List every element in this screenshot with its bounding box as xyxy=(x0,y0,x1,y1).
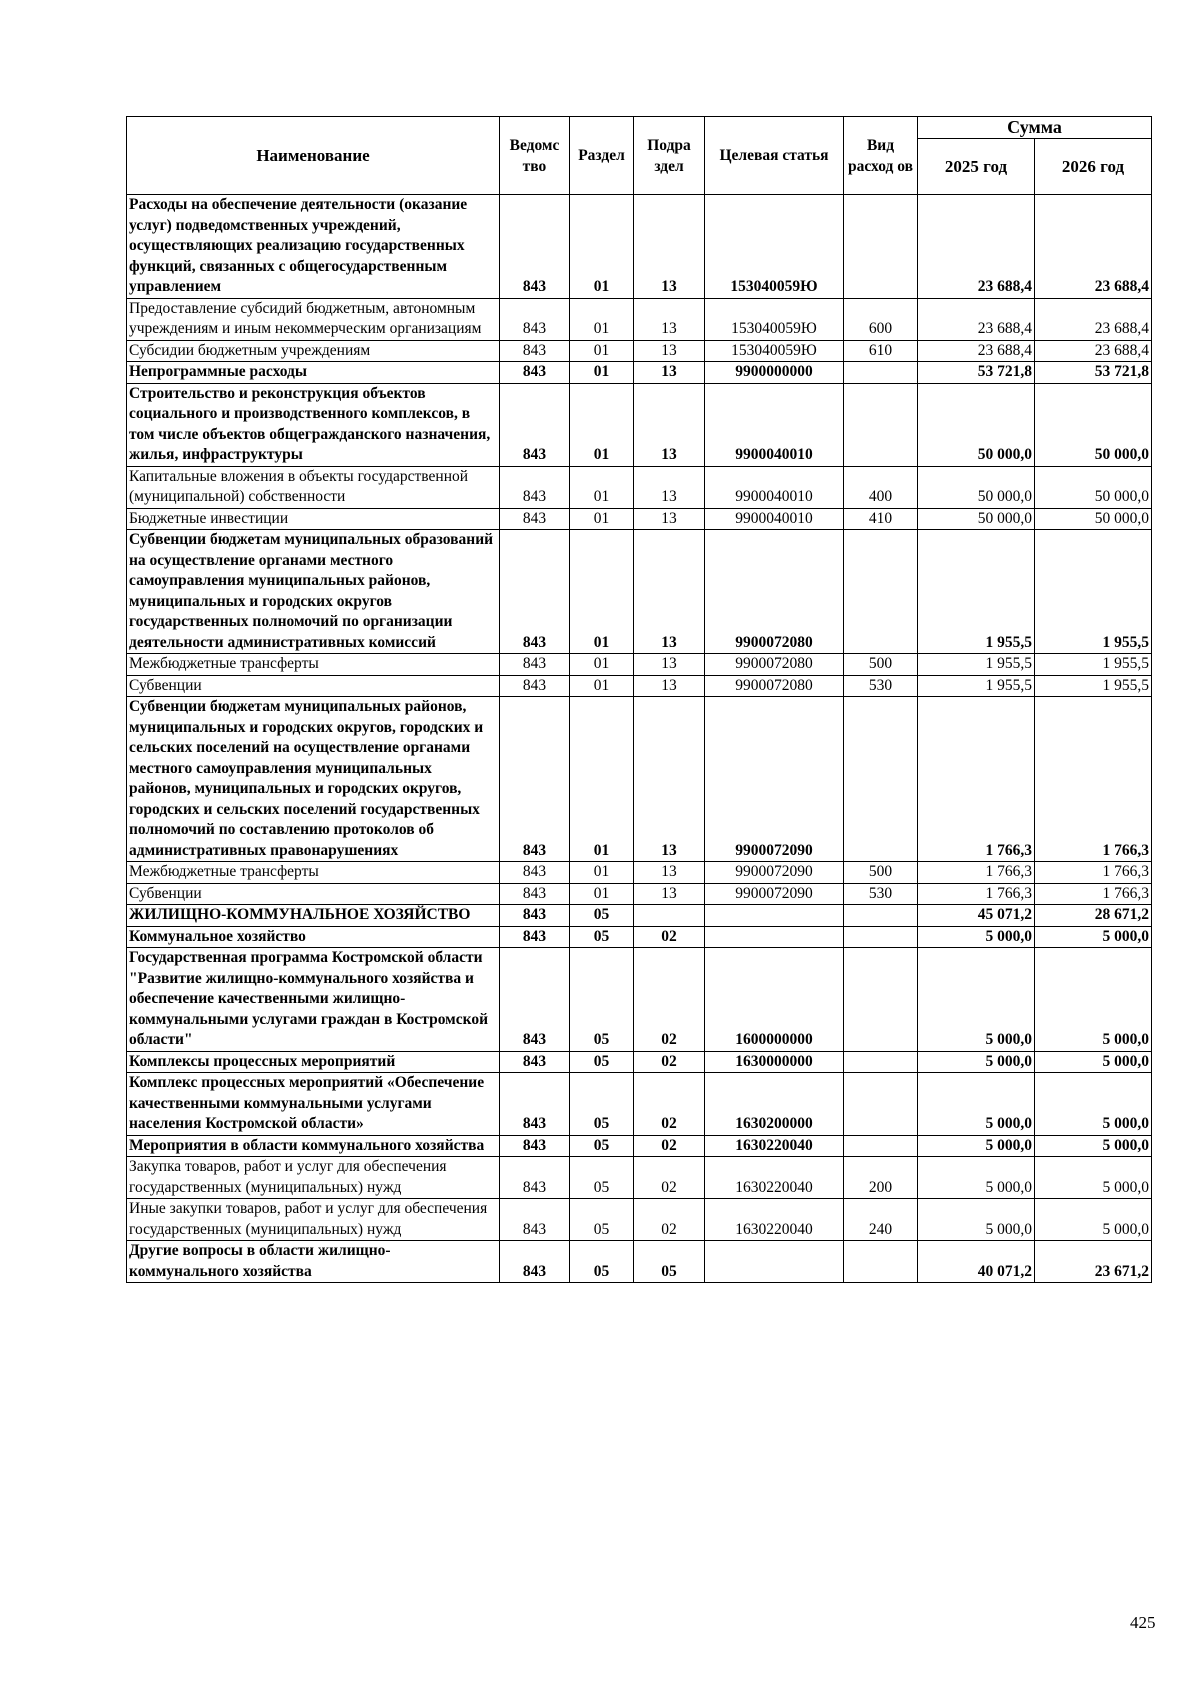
cell-summa-2025: 5 000,0 xyxy=(918,1135,1035,1157)
cell-vid-raskhodov xyxy=(844,530,918,654)
cell-vedomstvo: 843 xyxy=(500,1199,570,1241)
col-header-2026: 2026 год xyxy=(1035,139,1152,195)
page-number: 425 xyxy=(1130,1613,1156,1632)
cell-summa-2026: 1 955,5 xyxy=(1035,654,1152,676)
col-header-podrazdel: Подра здел xyxy=(634,117,705,195)
cell-summa-2025: 1 955,5 xyxy=(918,654,1035,676)
cell-vid-raskhodov: 240 xyxy=(844,1199,918,1241)
cell-vid-raskhodov xyxy=(844,362,918,384)
cell-razdel: 01 xyxy=(570,530,634,654)
table-row xyxy=(127,697,1152,862)
cell-summa-2026: 23 671,2 xyxy=(1035,1241,1152,1283)
cell-name: Субвенции xyxy=(127,883,500,905)
cell-name: Государственная программа Костромской области "Развитие жилищно-коммунального хозяйства и обеспечение качественными жилищно-коммунальными услугами граждан в Костромской области" xyxy=(127,948,500,1052)
cell-tselevaya-statya: 1630200000 xyxy=(705,1073,844,1136)
cell-name: Расходы на обеспечение деятельности (оказание услуг) подведомственных учреждений, осуществляющих реализацию государственных функций, связанных с общегосударственным управлением xyxy=(127,195,500,299)
cell-name: Капитальные вложения в объекты государственной (муниципальной) собственности xyxy=(127,466,500,508)
cell-tselevaya-statya: 1600000000 xyxy=(705,948,844,1052)
cell-vedomstvo: 843 xyxy=(500,1157,570,1199)
cell-vedomstvo: 843 xyxy=(500,530,570,654)
cell-summa-2025: 1 766,3 xyxy=(918,697,1035,862)
table-body xyxy=(127,195,1152,1283)
cell-vid-raskhodov: 500 xyxy=(844,862,918,884)
cell-vedomstvo: 843 xyxy=(500,926,570,948)
cell-vedomstvo: 843 xyxy=(500,383,570,466)
table-row xyxy=(127,1157,1152,1199)
cell-summa-2025: 50 000,0 xyxy=(918,383,1035,466)
cell-summa-2026: 5 000,0 xyxy=(1035,926,1152,948)
table-row xyxy=(127,362,1152,384)
cell-razdel: 05 xyxy=(570,948,634,1052)
cell-summa-2026: 5 000,0 xyxy=(1035,948,1152,1052)
cell-razdel: 05 xyxy=(570,1135,634,1157)
cell-podrazdel: 13 xyxy=(634,675,705,697)
cell-vedomstvo: 843 xyxy=(500,675,570,697)
cell-summa-2026: 23 688,4 xyxy=(1035,298,1152,340)
cell-summa-2026: 50 000,0 xyxy=(1035,508,1152,530)
cell-razdel: 05 xyxy=(570,1199,634,1241)
cell-vedomstvo: 843 xyxy=(500,340,570,362)
table-row xyxy=(127,1073,1152,1136)
table-row xyxy=(127,298,1152,340)
cell-vedomstvo: 843 xyxy=(500,1073,570,1136)
cell-vid-raskhodov xyxy=(844,383,918,466)
table-row xyxy=(127,675,1152,697)
cell-summa-2025: 5 000,0 xyxy=(918,1157,1035,1199)
col-header-2025: 2025 год xyxy=(918,139,1035,195)
cell-name: Субсидии бюджетным учреждениям xyxy=(127,340,500,362)
table-row xyxy=(127,340,1152,362)
cell-summa-2025: 5 000,0 xyxy=(918,926,1035,948)
cell-name: Другие вопросы в области жилищно-коммунального хозяйства xyxy=(127,1241,500,1283)
cell-name: ЖИЛИЩНО-КОММУНАЛЬНОЕ ХОЗЯЙСТВО xyxy=(127,905,500,927)
table-row xyxy=(127,1051,1152,1073)
cell-summa-2025: 23 688,4 xyxy=(918,298,1035,340)
cell-tselevaya-statya: 153040059Ю xyxy=(705,298,844,340)
cell-razdel: 01 xyxy=(570,466,634,508)
cell-razdel: 01 xyxy=(570,362,634,384)
cell-vid-raskhodov xyxy=(844,1073,918,1136)
cell-razdel: 05 xyxy=(570,905,634,927)
cell-tselevaya-statya xyxy=(705,926,844,948)
cell-podrazdel: 02 xyxy=(634,1051,705,1073)
cell-vid-raskhodov: 600 xyxy=(844,298,918,340)
cell-razdel: 01 xyxy=(570,862,634,884)
cell-summa-2025: 23 688,4 xyxy=(918,340,1035,362)
cell-summa-2025: 1 955,5 xyxy=(918,530,1035,654)
cell-podrazdel: 13 xyxy=(634,530,705,654)
cell-vedomstvo: 843 xyxy=(500,362,570,384)
cell-summa-2025: 40 071,2 xyxy=(918,1241,1035,1283)
cell-summa-2025: 53 721,8 xyxy=(918,362,1035,384)
cell-summa-2026: 28 671,2 xyxy=(1035,905,1152,927)
cell-vid-raskhodov: 200 xyxy=(844,1157,918,1199)
table-row xyxy=(127,926,1152,948)
cell-summa-2025: 50 000,0 xyxy=(918,508,1035,530)
cell-summa-2026: 23 688,4 xyxy=(1035,195,1152,299)
cell-podrazdel: 02 xyxy=(634,948,705,1052)
cell-name: Бюджетные инвестиции xyxy=(127,508,500,530)
cell-vedomstvo: 843 xyxy=(500,905,570,927)
cell-razdel: 01 xyxy=(570,195,634,299)
table-row xyxy=(127,948,1152,1052)
cell-tselevaya-statya: 9900072080 xyxy=(705,530,844,654)
cell-summa-2026: 5 000,0 xyxy=(1035,1199,1152,1241)
cell-tselevaya-statya: 9900040010 xyxy=(705,383,844,466)
cell-podrazdel: 13 xyxy=(634,883,705,905)
cell-tselevaya-statya: 1630000000 xyxy=(705,1051,844,1073)
cell-razdel: 01 xyxy=(570,883,634,905)
col-header-razdel: Раздел xyxy=(570,117,634,195)
cell-summa-2026: 1 955,5 xyxy=(1035,675,1152,697)
cell-vid-raskhodov: 610 xyxy=(844,340,918,362)
cell-tselevaya-statya: 1630220040 xyxy=(705,1157,844,1199)
cell-vid-raskhodov xyxy=(844,905,918,927)
cell-name: Субвенции бюджетам муниципальных районов, муниципальных и городских округов, городских и сельских поселений на осуществление органами местного самоуправления муниципальных районов, муниципальных и городских округов, городских и сельских поселений государственных полномочий по составлению протоколов об административных правонарушениях xyxy=(127,697,500,862)
cell-vedomstvo: 843 xyxy=(500,948,570,1052)
cell-name: Строительство и реконструкция объектов социального и производственного комплексов, в том числе объектов общегражданского назначения, жилья, инфраструктуры xyxy=(127,383,500,466)
cell-podrazdel: 02 xyxy=(634,926,705,948)
cell-summa-2025: 5 000,0 xyxy=(918,948,1035,1052)
cell-podrazdel: 02 xyxy=(634,1199,705,1241)
cell-summa-2025: 50 000,0 xyxy=(918,466,1035,508)
cell-vid-raskhodov xyxy=(844,948,918,1052)
header-row xyxy=(127,117,1152,139)
cell-razdel: 01 xyxy=(570,383,634,466)
cell-podrazdel: 13 xyxy=(634,697,705,862)
table-row xyxy=(127,530,1152,654)
cell-tselevaya-statya: 153040059Ю xyxy=(705,195,844,299)
cell-podrazdel: 13 xyxy=(634,466,705,508)
cell-vid-raskhodov xyxy=(844,1051,918,1073)
cell-summa-2026: 5 000,0 xyxy=(1035,1157,1152,1199)
table-row xyxy=(127,466,1152,508)
cell-name: Предоставление субсидий бюджетным, автономным учреждениям и иным некоммерческим организациям xyxy=(127,298,500,340)
cell-vid-raskhodov xyxy=(844,1135,918,1157)
table-row xyxy=(127,1241,1152,1283)
cell-tselevaya-statya xyxy=(705,1241,844,1283)
cell-summa-2025: 1 766,3 xyxy=(918,862,1035,884)
cell-vedomstvo: 843 xyxy=(500,862,570,884)
cell-podrazdel: 13 xyxy=(634,654,705,676)
cell-name: Субвенции бюджетам муниципальных образований на осуществление органами местного самоуправления муниципальных районов, муниципальных и городских округов государственных полномочий по организации деятельности административных комиссий xyxy=(127,530,500,654)
cell-name: Комплекс процессных мероприятий «Обеспечение качественными коммунальными услугами населения Костромской области» xyxy=(127,1073,500,1136)
cell-vedomstvo: 843 xyxy=(500,883,570,905)
col-header-name: Наименование xyxy=(127,117,500,195)
cell-tselevaya-statya: 9900000000 xyxy=(705,362,844,384)
cell-razdel: 01 xyxy=(570,675,634,697)
cell-summa-2025: 1 955,5 xyxy=(918,675,1035,697)
cell-podrazdel xyxy=(634,905,705,927)
table-row xyxy=(127,383,1152,466)
cell-razdel: 01 xyxy=(570,508,634,530)
cell-summa-2026: 50 000,0 xyxy=(1035,383,1152,466)
cell-razdel: 05 xyxy=(570,1073,634,1136)
cell-razdel: 05 xyxy=(570,1051,634,1073)
cell-vedomstvo: 843 xyxy=(500,1135,570,1157)
cell-summa-2026: 5 000,0 xyxy=(1035,1051,1152,1073)
cell-vid-raskhodov: 530 xyxy=(844,675,918,697)
cell-podrazdel: 02 xyxy=(634,1157,705,1199)
cell-name: Коммунальное хозяйство xyxy=(127,926,500,948)
cell-razdel: 01 xyxy=(570,654,634,676)
cell-vid-raskhodov: 530 xyxy=(844,883,918,905)
cell-tselevaya-statya: 9900072080 xyxy=(705,675,844,697)
cell-summa-2025: 45 071,2 xyxy=(918,905,1035,927)
table-row xyxy=(127,654,1152,676)
cell-summa-2025: 23 688,4 xyxy=(918,195,1035,299)
cell-podrazdel: 13 xyxy=(634,298,705,340)
cell-vid-raskhodov xyxy=(844,926,918,948)
cell-vedomstvo: 843 xyxy=(500,466,570,508)
cell-summa-2026: 1 766,3 xyxy=(1035,697,1152,862)
cell-summa-2025: 5 000,0 xyxy=(918,1073,1035,1136)
cell-vedomstvo: 843 xyxy=(500,508,570,530)
cell-podrazdel: 13 xyxy=(634,508,705,530)
cell-name: Закупка товаров, работ и услуг для обеспечения государственных (муниципальных) нужд xyxy=(127,1157,500,1199)
cell-podrazdel: 02 xyxy=(634,1135,705,1157)
cell-tselevaya-statya: 9900072090 xyxy=(705,862,844,884)
cell-summa-2025: 1 766,3 xyxy=(918,883,1035,905)
cell-razdel: 01 xyxy=(570,340,634,362)
cell-tselevaya-statya: 1630220040 xyxy=(705,1199,844,1241)
table-row xyxy=(127,883,1152,905)
cell-name: Непрограммные расходы xyxy=(127,362,500,384)
cell-summa-2025: 5 000,0 xyxy=(918,1051,1035,1073)
cell-podrazdel: 13 xyxy=(634,862,705,884)
col-header-vedomstvo: Ведомс тво xyxy=(500,117,570,195)
cell-tselevaya-statya: 9900040010 xyxy=(705,466,844,508)
cell-podrazdel: 05 xyxy=(634,1241,705,1283)
cell-name: Комплексы процессных мероприятий xyxy=(127,1051,500,1073)
cell-summa-2026: 53 721,8 xyxy=(1035,362,1152,384)
cell-podrazdel: 13 xyxy=(634,383,705,466)
cell-summa-2026: 1 955,5 xyxy=(1035,530,1152,654)
cell-tselevaya-statya: 9900072090 xyxy=(705,697,844,862)
cell-podrazdel: 13 xyxy=(634,362,705,384)
cell-razdel: 01 xyxy=(570,298,634,340)
cell-podrazdel: 13 xyxy=(634,195,705,299)
cell-tselevaya-statya xyxy=(705,905,844,927)
cell-tselevaya-statya: 9900072080 xyxy=(705,654,844,676)
cell-name: Межбюджетные трансферты xyxy=(127,862,500,884)
cell-name: Иные закупки товаров, работ и услуг для обеспечения государственных (муниципальных) нужд xyxy=(127,1199,500,1241)
cell-vedomstvo: 843 xyxy=(500,1051,570,1073)
table-row xyxy=(127,862,1152,884)
cell-razdel: 01 xyxy=(570,697,634,862)
cell-tselevaya-statya: 153040059Ю xyxy=(705,340,844,362)
table-row xyxy=(127,508,1152,530)
cell-vedomstvo: 843 xyxy=(500,298,570,340)
cell-vedomstvo: 843 xyxy=(500,697,570,862)
cell-summa-2026: 50 000,0 xyxy=(1035,466,1152,508)
cell-vid-raskhodov: 500 xyxy=(844,654,918,676)
col-header-tselevaya-statya: Целевая статья xyxy=(705,117,844,195)
cell-summa-2026: 1 766,3 xyxy=(1035,883,1152,905)
cell-summa-2026: 23 688,4 xyxy=(1035,340,1152,362)
cell-razdel: 05 xyxy=(570,1157,634,1199)
cell-tselevaya-statya: 9900072090 xyxy=(705,883,844,905)
cell-vedomstvo: 843 xyxy=(500,1241,570,1283)
cell-vid-raskhodov xyxy=(844,697,918,862)
cell-name: Межбюджетные трансферты xyxy=(127,654,500,676)
cell-vedomstvo: 843 xyxy=(500,654,570,676)
cell-vid-raskhodov xyxy=(844,195,918,299)
cell-vid-raskhodov: 410 xyxy=(844,508,918,530)
cell-tselevaya-statya: 9900040010 xyxy=(705,508,844,530)
table-row xyxy=(127,1199,1152,1241)
cell-vedomstvo: 843 xyxy=(500,195,570,299)
table-row xyxy=(127,195,1152,299)
cell-summa-2026: 5 000,0 xyxy=(1035,1135,1152,1157)
table-row xyxy=(127,1135,1152,1157)
cell-razdel: 05 xyxy=(570,926,634,948)
cell-tselevaya-statya: 1630220040 xyxy=(705,1135,844,1157)
cell-summa-2026: 1 766,3 xyxy=(1035,862,1152,884)
cell-name: Мероприятия в области коммунального хозяйства xyxy=(127,1135,500,1157)
cell-summa-2026: 5 000,0 xyxy=(1035,1073,1152,1136)
cell-vid-raskhodov xyxy=(844,1241,918,1283)
cell-razdel: 05 xyxy=(570,1241,634,1283)
col-header-vid-raskhodov: Вид расход ов xyxy=(844,117,918,195)
table-row xyxy=(127,905,1152,927)
cell-vid-raskhodov: 400 xyxy=(844,466,918,508)
budget-table xyxy=(126,116,1152,1283)
cell-summa-2025: 5 000,0 xyxy=(918,1199,1035,1241)
cell-podrazdel: 02 xyxy=(634,1073,705,1136)
cell-podrazdel: 13 xyxy=(634,340,705,362)
col-header-summa: Сумма xyxy=(918,117,1152,139)
cell-name: Субвенции xyxy=(127,675,500,697)
